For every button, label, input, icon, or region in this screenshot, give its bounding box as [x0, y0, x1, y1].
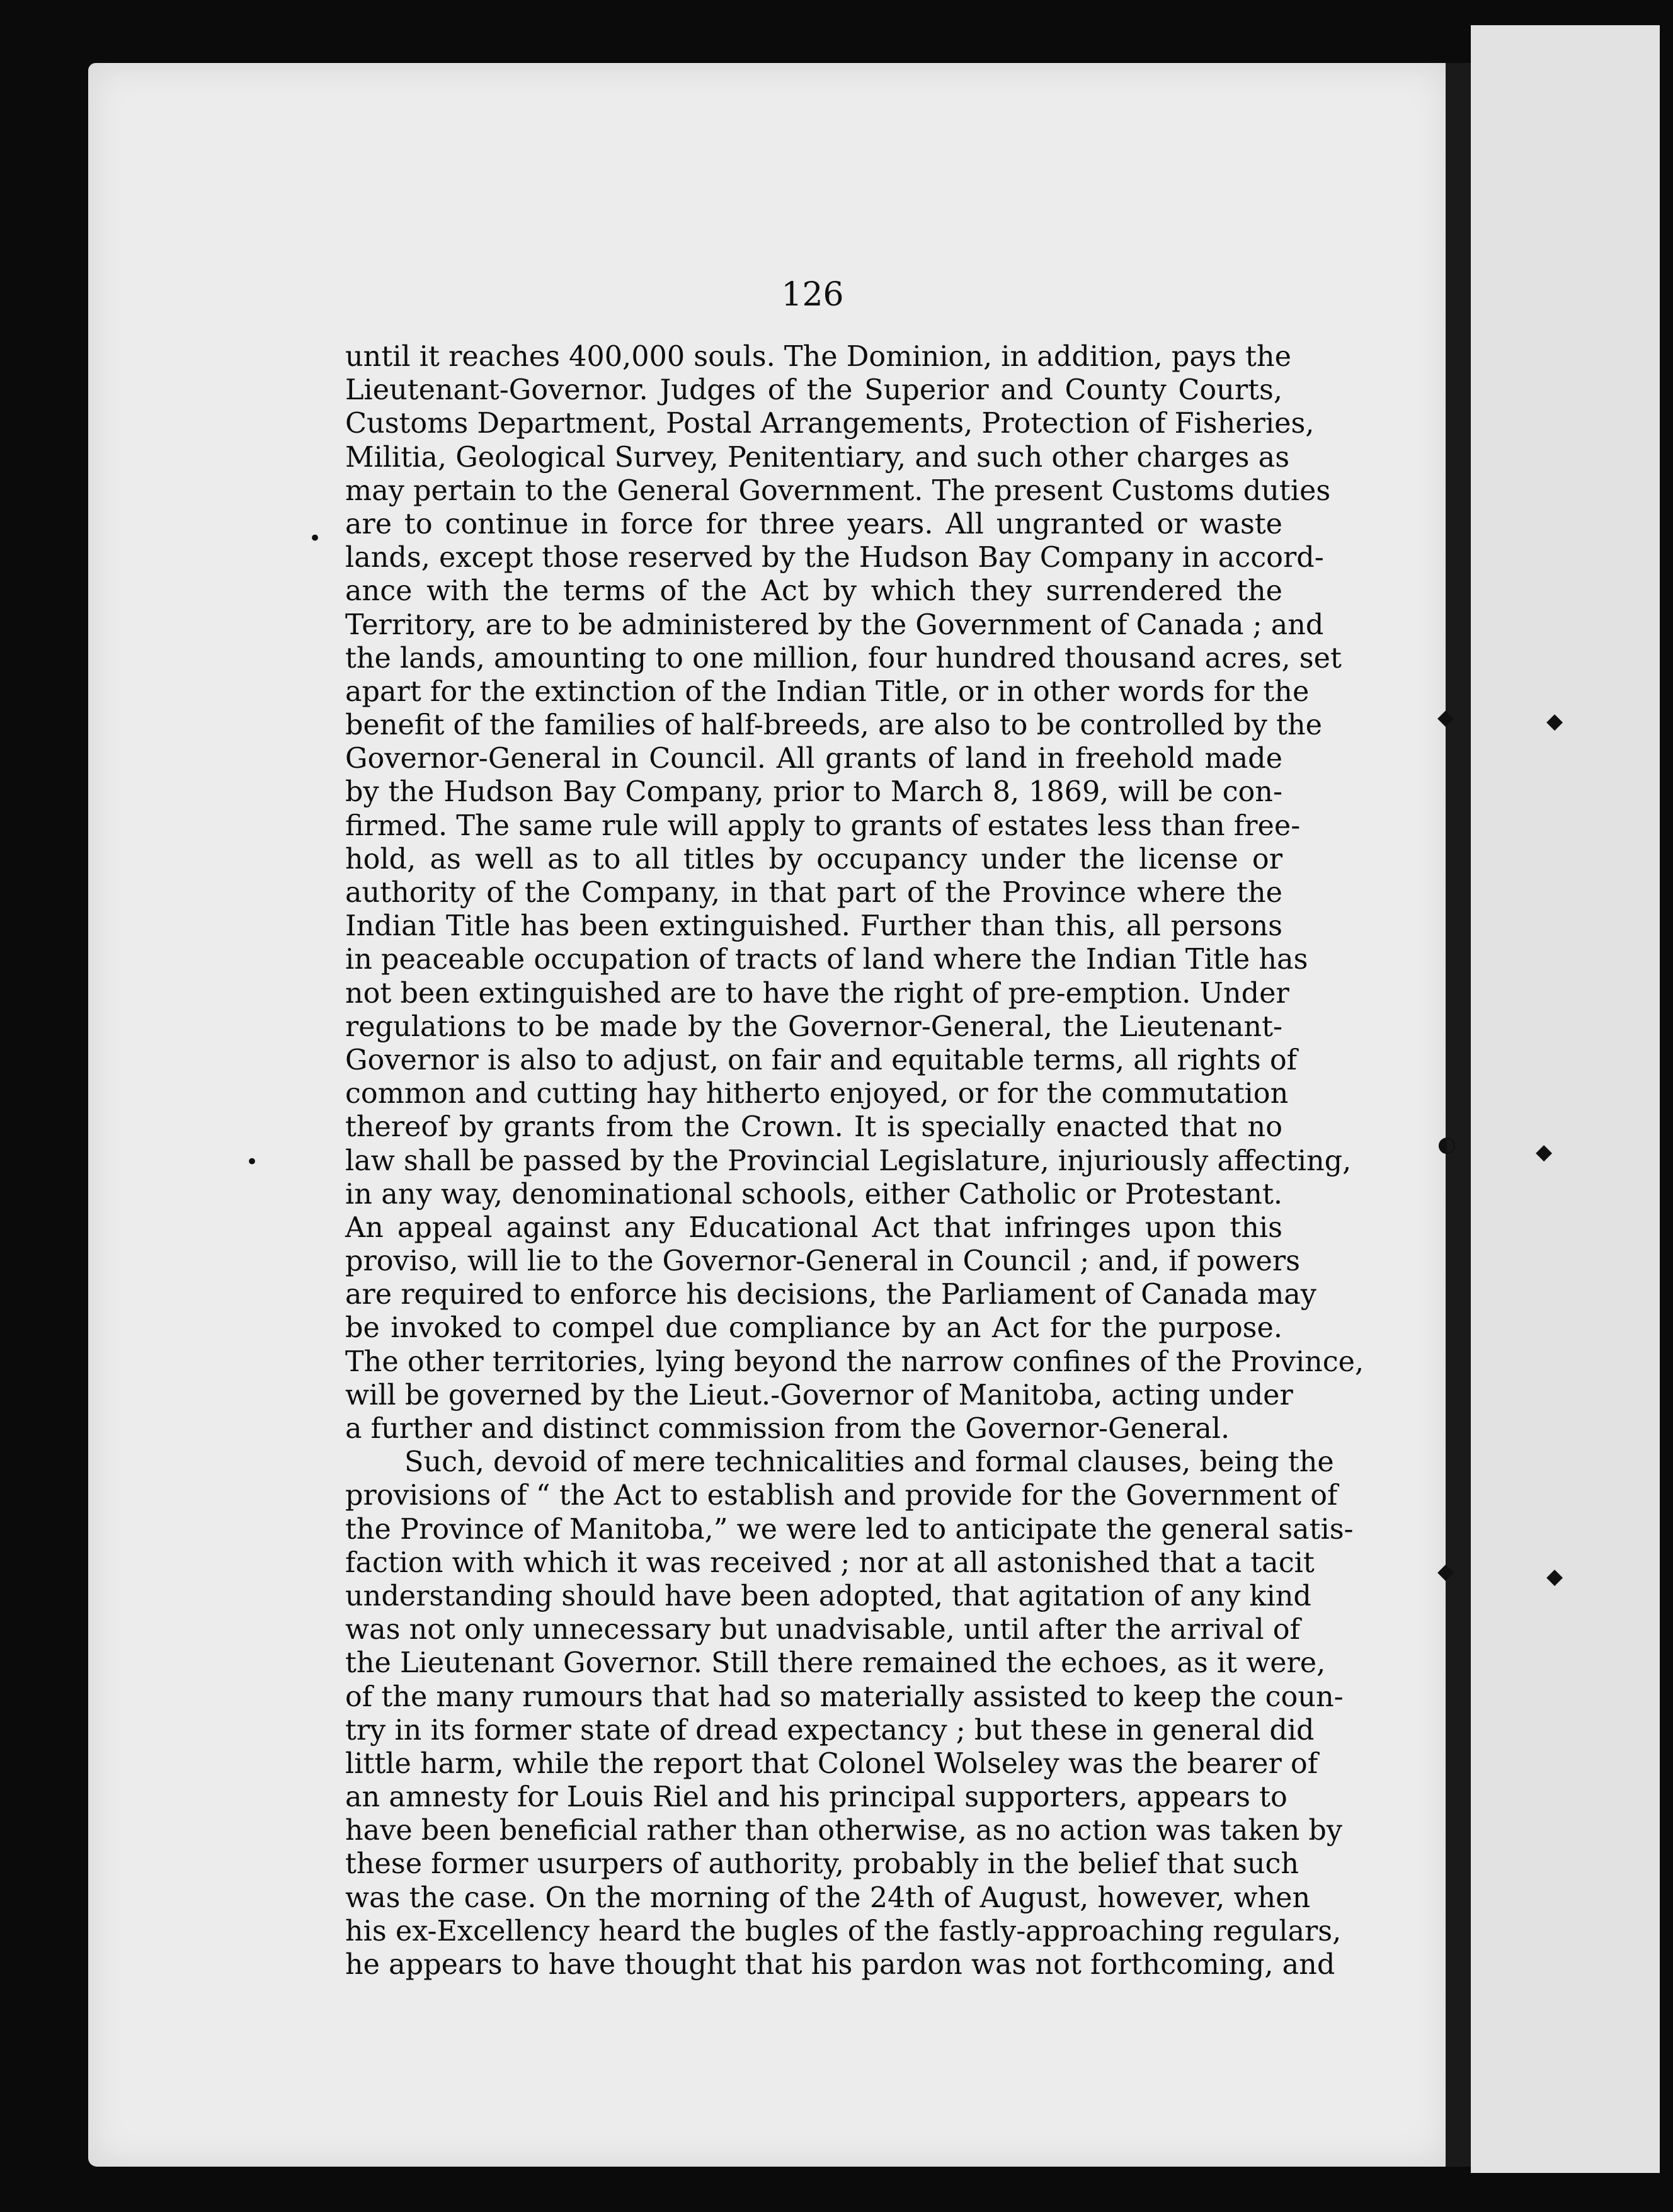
text-line: are required to enforce his decisions, the Parliament of Canada may: [345, 1279, 1316, 1311]
text-line: common and cutting hay hitherto enjoyed, or for the commutation: [345, 1078, 1289, 1110]
text-line: be invoked to compel due compliance by an Act for the purpose.: [345, 1312, 1282, 1345]
text-line: was the case. On the morning of the 24th of August, however, when: [345, 1881, 1311, 1914]
text-line: in peaceable occupation of tracts of land where the Indian Title has: [345, 944, 1308, 976]
body-text: [345, 340, 1364, 1981]
text-line: will be governed by the Lieut.-Governor of Manitoba, acting under: [345, 1379, 1293, 1411]
text-line: Territory, are to be administered by the Government of Canada ; and: [345, 608, 1324, 641]
text-line: was not only unnecessary but unadvisable, until after the arrival of: [345, 1614, 1301, 1646]
margin-mark: •: [246, 1149, 259, 1175]
text-line: authority of the Company, in that part of the Province where the: [345, 877, 1282, 909]
text-line: Lieutenant-Governor. Judges of the Superior and County Courts,: [345, 374, 1282, 407]
text-line: Governor-General in Council. All grants of land in freehold made: [345, 743, 1282, 775]
text-line: provisions of “ the Act to establish and provide for the Government of: [345, 1479, 1338, 1512]
text-line: the lands, amounting to one million, four hundred thousand acres, set: [345, 642, 1342, 675]
text-line: have been beneficial rather than otherwise, as no action was taken by: [345, 1815, 1343, 1847]
text-line: of the many rumours that had so materially assisted to keep the coun-: [345, 1680, 1344, 1713]
text-line: a further and distinct commission from the Governor-General.: [345, 1413, 1230, 1445]
text-line: firmed. The same rule will apply to grants of estates less than free-: [345, 809, 1301, 842]
text-line: regulations to be made by the Governor-General, the Lieutenant-: [345, 1010, 1282, 1043]
text-line: Militia, Geological Survey, Penitentiary, and such other charges as: [345, 441, 1290, 474]
text-line: until it reaches 400,000 souls. The Dominion, in addition, pays the: [345, 341, 1291, 373]
margin-mark: ◆: [1437, 1559, 1454, 1584]
text-line: Governor is also to adjust, on fair and equitable terms, all rights of: [345, 1044, 1298, 1076]
text-line: the Lieutenant Governor. Still there remained the echoes, as it were,: [345, 1647, 1326, 1680]
book-gutter: [1446, 63, 1471, 2167]
text-line: are to continue in force for three years. All ungranted or waste: [345, 508, 1282, 540]
text-line: these former usurpers of authority, probably in the belief that such: [345, 1848, 1299, 1881]
margin-mark: ◆: [1546, 1564, 1563, 1589]
text-line: thereof by grants from the Crown. It is specially enacted that no: [345, 1111, 1282, 1144]
text-line: benefit of the families of half-breeds, are also to be controlled by the: [345, 709, 1322, 742]
text-line: try in its former state of dread expectancy ; but these in general did: [345, 1714, 1315, 1747]
text-line: Such, devoid of mere technicalities and formal clauses, being the: [404, 1446, 1334, 1479]
page-number: 126: [781, 276, 844, 314]
margin-mark: ◐: [1437, 1132, 1456, 1157]
text-line: an amnesty for Louis Riel and his principal supporters, appears to: [345, 1781, 1288, 1814]
margin-mark: ◆: [1546, 709, 1563, 734]
text-line: lands, except those reserved by the Hudson Bay Company in accord-: [345, 542, 1324, 574]
text-line: Customs Department, Postal Arrangements, Protection of Fisheries,: [345, 408, 1315, 440]
text-line: law shall be passed by the Provincial Legislature, injuriously affecting,: [345, 1144, 1352, 1177]
text-line: may pertain to the General Government. The present Customs duties: [345, 474, 1331, 507]
margin-mark: ◆: [1536, 1139, 1553, 1165]
text-line: The other territories, lying beyond the narrow confines of the Province,: [345, 1345, 1364, 1378]
text-line: understanding should have been adopted, that agitation of any kind: [345, 1580, 1311, 1612]
margin-mark: ◆: [1437, 705, 1454, 730]
text-line: by the Hudson Bay Company, prior to March 8, 1869, will be con-: [345, 776, 1282, 809]
text-line: ance with the terms of the Act by which they surrendered the: [345, 575, 1282, 608]
facing-page: [1471, 25, 1660, 2173]
text-line: the Province of Manitoba,” we were led to anticipate the general satis-: [345, 1513, 1354, 1546]
text-line: hold, as well as to all titles by occupancy under the license or: [345, 843, 1282, 875]
text-line: he appears to have thought that his pardon was not forthcoming, and: [345, 1949, 1335, 1981]
text-line: proviso, will lie to the Governor-General in Council ; and, if powers: [345, 1245, 1300, 1278]
margin-mark: •: [309, 526, 322, 551]
text-line: little harm, while the report that Colonel Wolseley was the bearer of: [345, 1747, 1318, 1780]
text-line: not been extinguished are to have the right of pre-emption. Under: [345, 977, 1289, 1010]
text-line: An appeal against any Educational Act that infringes upon this: [345, 1211, 1282, 1244]
text-line: apart for the extinction of the Indian Title, or in other words for the: [345, 675, 1310, 708]
text-line: his ex-Excellency heard the bugles of the fastly-approaching regulars,: [345, 1915, 1342, 1947]
text-line: in any way, denominational schools, either Catholic or Protestant.: [345, 1178, 1282, 1211]
text-line: faction with which it was received ; nor at all astonished that a tacit: [345, 1546, 1315, 1579]
text-line: Indian Title has been extinguished. Further than this, all persons: [345, 910, 1282, 943]
